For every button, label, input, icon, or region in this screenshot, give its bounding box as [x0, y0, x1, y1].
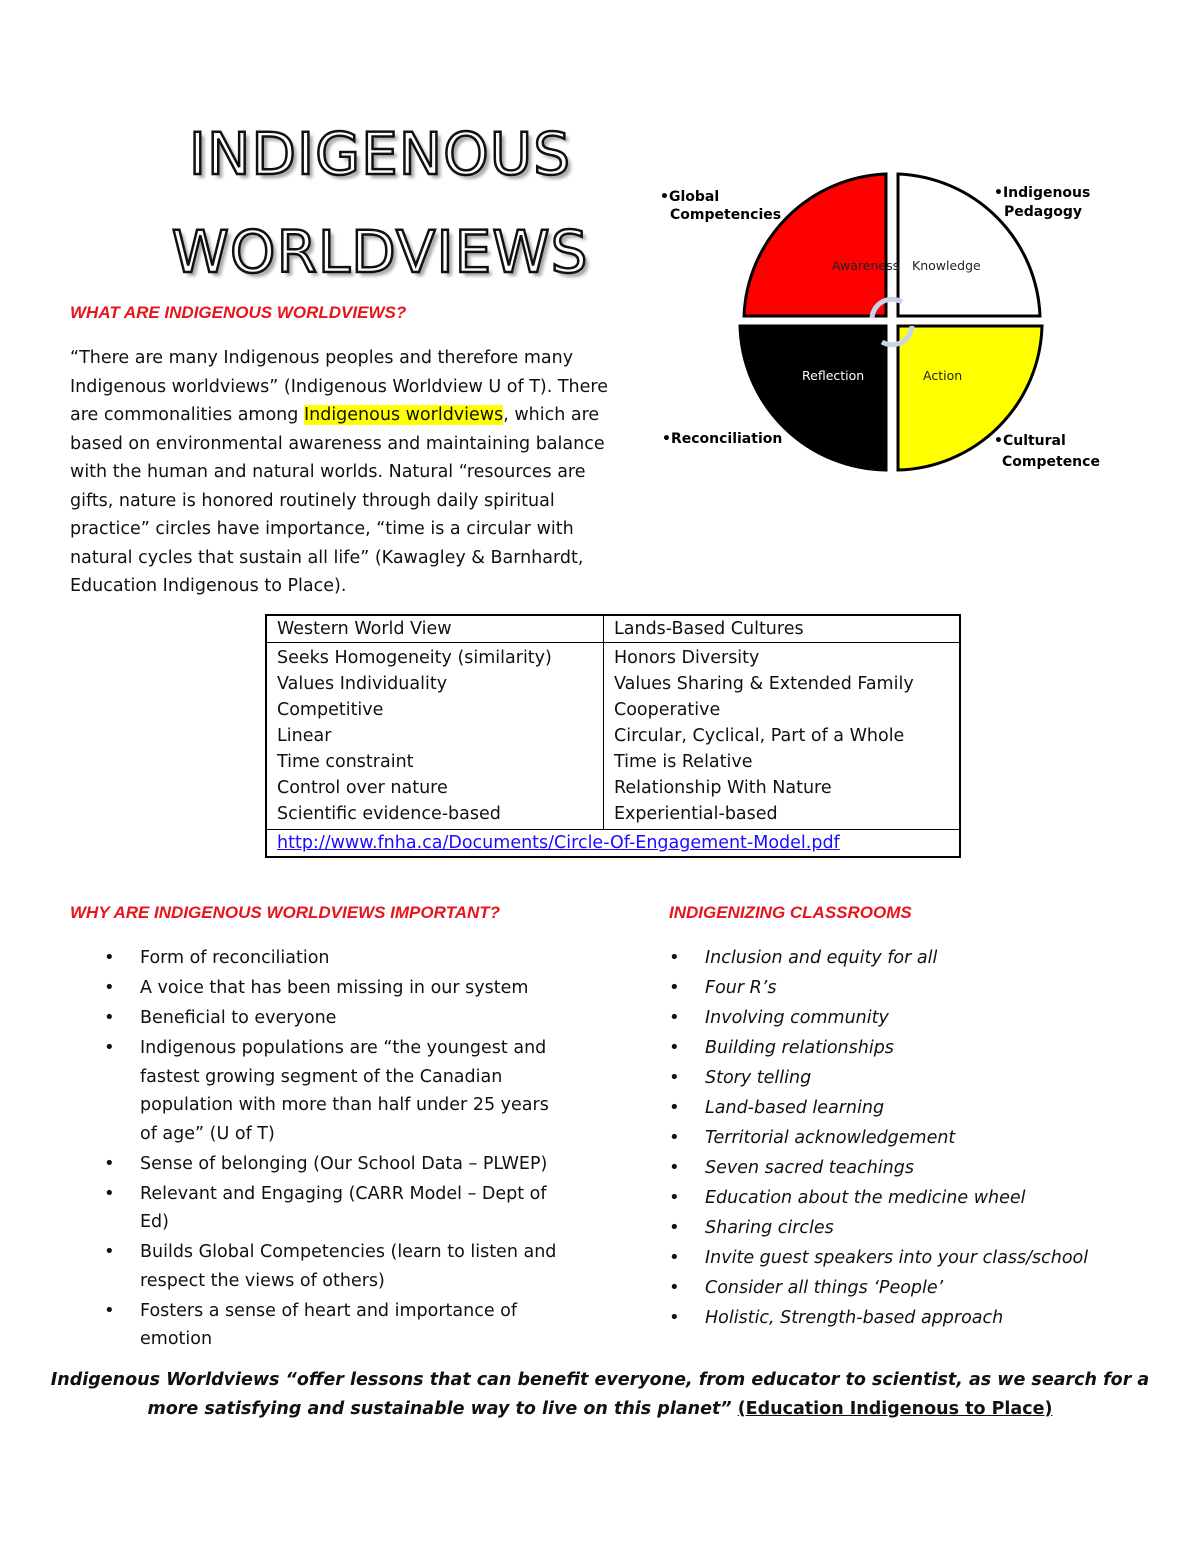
table-cell: Control over nature — [277, 778, 448, 798]
table-cell: Relationship With Nature — [614, 778, 832, 798]
table-cell: Honors Diversity — [614, 648, 760, 668]
wheel-quadrant-awareness — [744, 174, 886, 316]
quote-source: (Education Indigenous to Place) — [737, 1398, 1053, 1419]
header-western: Western World View — [266, 615, 604, 643]
table-cell: Experiential-based — [614, 804, 778, 824]
list-item: • Four R’s — [669, 974, 1139, 1003]
list-item: • Territorial acknowledgement — [669, 1124, 1139, 1153]
table-cell: Time constraint — [277, 752, 414, 772]
list-item: • Seven sacred teachings — [669, 1154, 1139, 1183]
quote-text: Indigenous Worldviews “offer lessons that can benefit everyone, from educator to scientist, as we search for a more satisfying and sustainable way to live on this planet” — [50, 1370, 1150, 1419]
table-cell: Linear — [277, 726, 332, 746]
table-cell: Time is Relative — [614, 752, 753, 772]
list-item: • Relevant and Engaging (CARR Model – Dept of Ed) — [104, 1180, 564, 1237]
fnha-model-link[interactable]: http://www.fnha.ca/Documents/Circle-Of-Engagement-Model.pdf — [277, 833, 840, 853]
list-item: • Indigenous populations are “the youngest and fastest growing segment of the Canadian population with more than half under 25 years of age” (U of T) — [104, 1034, 564, 1148]
table-body-row — [266, 643, 960, 830]
list-item: • Builds Global Competencies (learn to listen and respect the views of others) — [104, 1238, 564, 1295]
wheel-outer-cultural-1: •Cultural — [994, 433, 1066, 449]
list-item: • Story telling — [669, 1064, 1139, 1093]
wheel-outer-indigenous-1: •Indigenous — [994, 185, 1091, 201]
list-item: • Building relationships — [669, 1034, 1139, 1063]
table-cell: Scientific evidence-based — [277, 804, 501, 824]
worldview-comparison-table — [265, 614, 961, 858]
why-list — [104, 944, 564, 1355]
wheel-label-knowledge: Knowledge — [912, 258, 981, 273]
list-item: • A voice that has been missing in our system — [104, 974, 564, 1003]
table-cell: Values Individuality — [277, 674, 448, 694]
title-line-1: INDIGENOUS — [188, 120, 572, 188]
list-item: • Sharing circles — [669, 1214, 1139, 1243]
indigenizing-list — [669, 944, 1139, 1334]
intro-text-end: , which are based on environmental awareness and maintaining balance with the human and natural worlds. Natural “resources are gifts, nature is honored routinely through daily spiritual practice” circles have importance, “time is a circular with natural cycles that sustain all life” (Kawagley & Barnhardt, Education Indigenous to Place). — [70, 405, 605, 596]
wheel-outer-indigenous-2: Pedagogy — [1004, 204, 1083, 220]
why-heading: WHY ARE INDIGENOUS WORLDVIEWS IMPORTANT? — [70, 903, 501, 922]
list-item: • Land-based learning — [669, 1094, 1139, 1123]
medicine-wheel-diagram — [640, 160, 1110, 490]
list-item: • Sense of belonging (Our School Data – PLWEP) — [104, 1150, 564, 1179]
list-item: • Consider all things ‘People’ — [669, 1274, 1139, 1303]
list-item: • Beneficial to everyone — [104, 1004, 564, 1033]
closing-quote — [40, 1366, 1160, 1423]
title-line-2: WORLDVIEWS — [171, 218, 589, 286]
highlighted-phrase: Indigenous worldviews — [303, 405, 504, 425]
wheel-outer-global-2: Competencies — [670, 207, 782, 223]
list-item: • Inclusion and equity for all — [669, 944, 1139, 973]
lands-based-column — [604, 643, 961, 830]
table-cell: Values Sharing & Extended Family — [614, 674, 914, 694]
intro-text-start: “There are many Indigenous peoples and therefore many Indigenous worldviews” (Indigenous Worldview U of T). There are commonalities among — [70, 348, 608, 425]
intro-paragraph — [70, 344, 630, 601]
wheel-outer-global-1: •Global — [660, 189, 720, 205]
wheel-quadrant-reflection — [740, 326, 886, 470]
table-header-row — [266, 615, 960, 643]
table-cell: Seeks Homogeneity (similarity) — [277, 648, 552, 668]
wheel-outer-cultural-2: Competence — [1002, 454, 1100, 470]
list-item: • Involving community — [669, 1004, 1139, 1033]
wheel-label-reflection: Reflection — [802, 368, 865, 383]
list-item: • Form of reconciliation — [104, 944, 564, 973]
table-cell: Circular, Cyclical, Part of a Whole — [614, 726, 905, 746]
list-item: • Fosters a sense of heart and importance of emotion — [104, 1297, 564, 1354]
western-column — [266, 643, 604, 830]
list-item: • Invite guest speakers into your class/school — [669, 1244, 1139, 1273]
table-cell: Competitive — [277, 700, 384, 720]
list-item: • Education about the medicine wheel — [669, 1184, 1139, 1213]
wheel-outer-reconciliation: •Reconciliation — [662, 431, 783, 447]
list-item: • Holistic, Strength-based approach — [669, 1304, 1139, 1333]
table-cell: Cooperative — [614, 700, 721, 720]
wheel-label-awareness: Awareness — [832, 258, 900, 273]
indigenizing-heading: INDIGENIZING CLASSROOMS — [669, 903, 912, 922]
what-heading: WHAT ARE INDIGENOUS WORLDVIEWS? — [70, 303, 407, 322]
header-lands-based: Lands-Based Cultures — [604, 615, 961, 643]
wheel-label-action: Action — [923, 368, 963, 383]
table-link-row — [266, 830, 960, 858]
